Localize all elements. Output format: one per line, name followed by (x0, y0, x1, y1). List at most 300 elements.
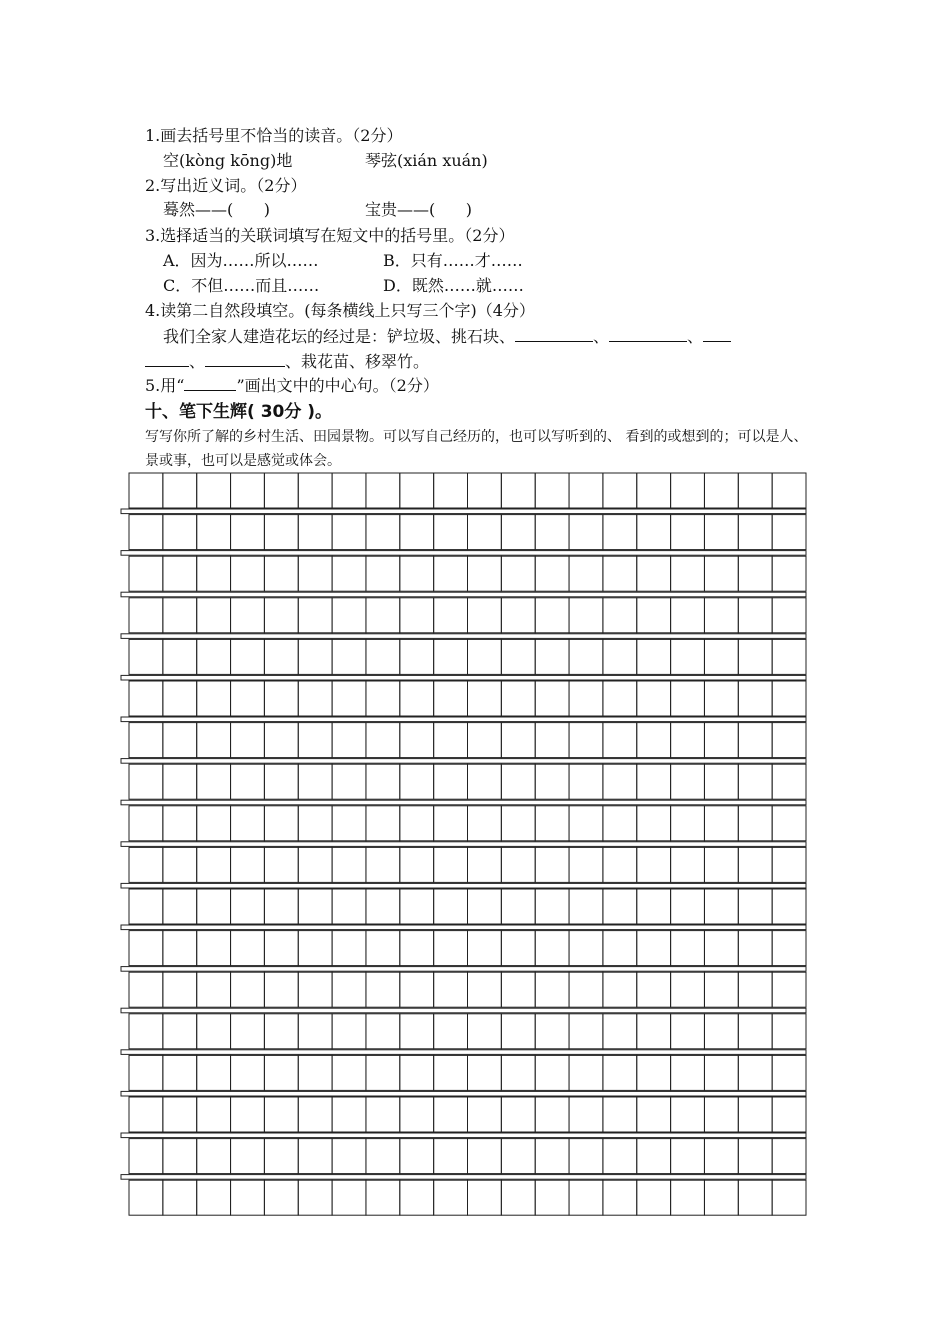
grid-cell[interactable] (468, 598, 502, 633)
grid-cell[interactable] (332, 764, 366, 799)
grid-cell[interactable] (434, 847, 468, 882)
grid-cell[interactable] (501, 1014, 535, 1049)
grid-cell[interactable] (671, 1139, 705, 1174)
grid-cell[interactable] (671, 972, 705, 1007)
grid-cell[interactable] (129, 764, 163, 799)
grid-cell[interactable] (434, 1055, 468, 1090)
grid-cell[interactable] (738, 1055, 772, 1090)
grid-cell[interactable] (264, 847, 298, 882)
grid-cell[interactable] (671, 764, 705, 799)
grid-cell[interactable] (163, 806, 197, 841)
grid-cell[interactable] (332, 847, 366, 882)
grid-row[interactable] (129, 1097, 806, 1132)
grid-cell[interactable] (366, 556, 400, 591)
grid-cell[interactable] (400, 556, 434, 591)
grid-cell[interactable] (366, 1180, 400, 1215)
grid-cell[interactable] (197, 598, 231, 633)
grid-row[interactable] (129, 1014, 806, 1049)
grid-cell[interactable] (671, 639, 705, 674)
grid-cell[interactable] (671, 681, 705, 716)
grid-cell[interactable] (400, 1014, 434, 1049)
grid-cell[interactable] (637, 972, 671, 1007)
grid-cell[interactable] (704, 847, 738, 882)
grid-cell[interactable] (332, 681, 366, 716)
grid-row[interactable] (129, 723, 806, 758)
grid-cell[interactable] (704, 556, 738, 591)
grid-cell[interactable] (772, 1014, 806, 1049)
grid-cell[interactable] (163, 556, 197, 591)
grid-cell[interactable] (231, 515, 265, 550)
grid-cell[interactable] (738, 473, 772, 508)
grid-cell[interactable] (434, 556, 468, 591)
grid-cell[interactable] (298, 1014, 332, 1049)
grid-cell[interactable] (434, 473, 468, 508)
grid-cell[interactable] (298, 764, 332, 799)
grid-cell[interactable] (332, 598, 366, 633)
grid-cell[interactable] (332, 1055, 366, 1090)
grid-cell[interactable] (772, 681, 806, 716)
grid-cell[interactable] (264, 1014, 298, 1049)
grid-cell[interactable] (501, 681, 535, 716)
grid-cell[interactable] (468, 1014, 502, 1049)
grid-cell[interactable] (704, 681, 738, 716)
grid-cell[interactable] (129, 556, 163, 591)
grid-cell[interactable] (264, 1055, 298, 1090)
grid-cell[interactable] (298, 556, 332, 591)
grid-cell[interactable] (569, 1139, 603, 1174)
grid-cell[interactable] (535, 972, 569, 1007)
grid-cell[interactable] (704, 1097, 738, 1132)
grid-cell[interactable] (772, 639, 806, 674)
grid-cell[interactable] (298, 1139, 332, 1174)
grid-cell[interactable] (704, 931, 738, 966)
grid-cell[interactable] (231, 723, 265, 758)
grid-cell[interactable] (332, 515, 366, 550)
grid-cell[interactable] (400, 681, 434, 716)
grid-cell[interactable] (637, 473, 671, 508)
grid-cell[interactable] (298, 889, 332, 924)
grid-cell[interactable] (603, 598, 637, 633)
grid-cell[interactable] (298, 473, 332, 508)
grid-cell[interactable] (671, 931, 705, 966)
grid-cell[interactable] (772, 1139, 806, 1174)
grid-cell[interactable] (535, 556, 569, 591)
grid-cell[interactable] (366, 515, 400, 550)
grid-cell[interactable] (637, 764, 671, 799)
grid-cell[interactable] (197, 889, 231, 924)
grid-cell[interactable] (569, 681, 603, 716)
grid-row[interactable] (129, 1139, 806, 1174)
grid-cell[interactable] (434, 681, 468, 716)
grid-cell[interactable] (738, 639, 772, 674)
grid-cell[interactable] (231, 1014, 265, 1049)
grid-cell[interactable] (163, 889, 197, 924)
grid-cell[interactable] (298, 723, 332, 758)
grid-cell[interactable] (569, 1097, 603, 1132)
grid-cell[interactable] (163, 639, 197, 674)
grid-cell[interactable] (501, 1180, 535, 1215)
grid-cell[interactable] (366, 1097, 400, 1132)
grid-cell[interactable] (535, 1097, 569, 1132)
grid-cell[interactable] (468, 889, 502, 924)
grid-cell[interactable] (400, 972, 434, 1007)
grid-cell[interactable] (468, 1097, 502, 1132)
grid-cell[interactable] (535, 764, 569, 799)
grid-cell[interactable] (535, 847, 569, 882)
grid-cell[interactable] (603, 515, 637, 550)
grid-cell[interactable] (400, 847, 434, 882)
grid-cell[interactable] (400, 723, 434, 758)
grid-cell[interactable] (434, 889, 468, 924)
grid-cell[interactable] (468, 764, 502, 799)
grid-cell[interactable] (197, 806, 231, 841)
grid-cell[interactable] (264, 1180, 298, 1215)
grid-row[interactable] (129, 681, 806, 716)
grid-cell[interactable] (569, 1180, 603, 1215)
grid-cell[interactable] (569, 931, 603, 966)
grid-cell[interactable] (603, 723, 637, 758)
grid-cell[interactable] (129, 1097, 163, 1132)
grid-cell[interactable] (704, 1180, 738, 1215)
grid-cell[interactable] (298, 515, 332, 550)
grid-cell[interactable] (501, 639, 535, 674)
grid-row[interactable] (129, 889, 806, 924)
grid-cell[interactable] (704, 639, 738, 674)
grid-cell[interactable] (197, 1180, 231, 1215)
grid-cell[interactable] (671, 1055, 705, 1090)
grid-cell[interactable] (264, 681, 298, 716)
grid-cell[interactable] (468, 1055, 502, 1090)
grid-cell[interactable] (671, 1014, 705, 1049)
grid-cell[interactable] (569, 639, 603, 674)
grid-cell[interactable] (738, 931, 772, 966)
grid-cell[interactable] (264, 1139, 298, 1174)
grid-cell[interactable] (400, 1180, 434, 1215)
grid-cell[interactable] (772, 1097, 806, 1132)
grid-cell[interactable] (434, 515, 468, 550)
grid-cell[interactable] (197, 847, 231, 882)
grid-cell[interactable] (535, 639, 569, 674)
grid-cell[interactable] (671, 1097, 705, 1132)
grid-cell[interactable] (129, 806, 163, 841)
grid-cell[interactable] (264, 764, 298, 799)
grid-cell[interactable] (738, 806, 772, 841)
grid-cell[interactable] (129, 681, 163, 716)
grid-cell[interactable] (772, 806, 806, 841)
grid-cell[interactable] (501, 1139, 535, 1174)
grid-row[interactable] (129, 639, 806, 674)
grid-cell[interactable] (603, 1055, 637, 1090)
grid-cell[interactable] (129, 847, 163, 882)
grid-cell[interactable] (129, 931, 163, 966)
grid-cell[interactable] (569, 1055, 603, 1090)
grid-row[interactable] (129, 1180, 806, 1215)
grid-cell[interactable] (535, 473, 569, 508)
grid-cell[interactable] (366, 806, 400, 841)
grid-cell[interactable] (738, 764, 772, 799)
grid-cell[interactable] (231, 1097, 265, 1132)
grid-cell[interactable] (366, 473, 400, 508)
grid-cell[interactable] (468, 473, 502, 508)
grid-cell[interactable] (400, 764, 434, 799)
grid-cell[interactable] (738, 598, 772, 633)
grid-cell[interactable] (400, 931, 434, 966)
grid-cell[interactable] (738, 889, 772, 924)
grid-cell[interactable] (366, 681, 400, 716)
grid-cell[interactable] (738, 1180, 772, 1215)
grid-cell[interactable] (535, 723, 569, 758)
grid-cell[interactable] (704, 598, 738, 633)
grid-cell[interactable] (535, 889, 569, 924)
grid-cell[interactable] (264, 515, 298, 550)
grid-cell[interactable] (535, 598, 569, 633)
grid-cell[interactable] (264, 556, 298, 591)
grid-cell[interactable] (603, 473, 637, 508)
grid-cell[interactable] (603, 847, 637, 882)
grid-cell[interactable] (535, 931, 569, 966)
grid-cell[interactable] (366, 1055, 400, 1090)
grid-cell[interactable] (772, 723, 806, 758)
grid-cell[interactable] (197, 515, 231, 550)
grid-cell[interactable] (569, 972, 603, 1007)
grid-cell[interactable] (298, 639, 332, 674)
grid-cell[interactable] (738, 681, 772, 716)
grid-cell[interactable] (366, 598, 400, 633)
grid-cell[interactable] (704, 889, 738, 924)
grid-cell[interactable] (434, 639, 468, 674)
grid-cell[interactable] (637, 931, 671, 966)
grid-cell[interactable] (129, 1055, 163, 1090)
grid-cell[interactable] (501, 556, 535, 591)
grid-cell[interactable] (637, 889, 671, 924)
grid-cell[interactable] (704, 1055, 738, 1090)
grid-row[interactable] (129, 847, 806, 882)
grid-cell[interactable] (231, 681, 265, 716)
grid-cell[interactable] (400, 1055, 434, 1090)
grid-cell[interactable] (569, 806, 603, 841)
grid-cell[interactable] (434, 1014, 468, 1049)
grid-cell[interactable] (501, 764, 535, 799)
grid-cell[interactable] (603, 639, 637, 674)
grid-cell[interactable] (603, 764, 637, 799)
grid-cell[interactable] (400, 1139, 434, 1174)
grid-cell[interactable] (501, 1097, 535, 1132)
grid-cell[interactable] (535, 1014, 569, 1049)
grid-cell[interactable] (535, 681, 569, 716)
grid-cell[interactable] (298, 1180, 332, 1215)
grid-cell[interactable] (298, 1055, 332, 1090)
grid-cell[interactable] (163, 681, 197, 716)
grid-cell[interactable] (671, 889, 705, 924)
grid-cell[interactable] (569, 515, 603, 550)
grid-row[interactable] (129, 972, 806, 1007)
grid-cell[interactable] (738, 1097, 772, 1132)
grid-cell[interactable] (738, 556, 772, 591)
grid-cell[interactable] (637, 639, 671, 674)
grid-cell[interactable] (569, 598, 603, 633)
grid-cell[interactable] (366, 1014, 400, 1049)
grid-cell[interactable] (569, 847, 603, 882)
grid-cell[interactable] (772, 889, 806, 924)
grid-cell[interactable] (637, 598, 671, 633)
grid-cell[interactable] (704, 1139, 738, 1174)
grid-cell[interactable] (603, 972, 637, 1007)
grid-cell[interactable] (434, 764, 468, 799)
grid-cell[interactable] (231, 972, 265, 1007)
grid-cell[interactable] (129, 723, 163, 758)
grid-cell[interactable] (772, 515, 806, 550)
grid-cell[interactable] (501, 598, 535, 633)
grid-cell[interactable] (772, 847, 806, 882)
grid-cell[interactable] (129, 515, 163, 550)
grid-cell[interactable] (231, 1139, 265, 1174)
grid-cell[interactable] (197, 1014, 231, 1049)
grid-cell[interactable] (129, 598, 163, 633)
grid-cell[interactable] (704, 473, 738, 508)
grid-cell[interactable] (738, 515, 772, 550)
grid-cell[interactable] (163, 598, 197, 633)
grid-cell[interactable] (163, 473, 197, 508)
grid-cell[interactable] (366, 931, 400, 966)
grid-cell[interactable] (332, 889, 366, 924)
grid-cell[interactable] (671, 806, 705, 841)
grid-cell[interactable] (501, 931, 535, 966)
grid-row[interactable] (129, 598, 806, 633)
grid-cell[interactable] (637, 1097, 671, 1132)
grid-cell[interactable] (468, 723, 502, 758)
grid-cell[interactable] (434, 1097, 468, 1132)
grid-cell[interactable] (704, 1014, 738, 1049)
grid-cell[interactable] (535, 1139, 569, 1174)
grid-cell[interactable] (129, 1139, 163, 1174)
grid-cell[interactable] (434, 806, 468, 841)
grid-cell[interactable] (129, 1014, 163, 1049)
grid-cell[interactable] (332, 931, 366, 966)
grid-cell[interactable] (468, 515, 502, 550)
grid-row[interactable] (129, 556, 806, 591)
grid-cell[interactable] (501, 515, 535, 550)
grid-cell[interactable] (738, 847, 772, 882)
grid-cell[interactable] (434, 931, 468, 966)
grid-cell[interactable] (332, 1097, 366, 1132)
grid-cell[interactable] (264, 806, 298, 841)
grid-cell[interactable] (434, 972, 468, 1007)
grid-cell[interactable] (197, 639, 231, 674)
grid-cell[interactable] (264, 473, 298, 508)
grid-cell[interactable] (569, 764, 603, 799)
grid-cell[interactable] (231, 931, 265, 966)
grid-cell[interactable] (231, 1055, 265, 1090)
grid-cell[interactable] (434, 1139, 468, 1174)
grid-cell[interactable] (738, 972, 772, 1007)
grid-cell[interactable] (603, 1180, 637, 1215)
grid-cell[interactable] (129, 473, 163, 508)
grid-cell[interactable] (704, 723, 738, 758)
grid-cell[interactable] (264, 723, 298, 758)
grid-cell[interactable] (332, 972, 366, 1007)
grid-cell[interactable] (264, 889, 298, 924)
grid-cell[interactable] (231, 639, 265, 674)
grid-cell[interactable] (298, 972, 332, 1007)
grid-cell[interactable] (434, 598, 468, 633)
grid-cell[interactable] (535, 515, 569, 550)
grid-cell[interactable] (129, 889, 163, 924)
grid-cell[interactable] (603, 556, 637, 591)
grid-row[interactable] (129, 473, 806, 508)
grid-cell[interactable] (197, 764, 231, 799)
grid-cell[interactable] (163, 515, 197, 550)
grid-cell[interactable] (535, 1055, 569, 1090)
grid-cell[interactable] (366, 847, 400, 882)
grid-cell[interactable] (501, 889, 535, 924)
grid-cell[interactable] (671, 598, 705, 633)
grid-cell[interactable] (671, 1180, 705, 1215)
grid-cell[interactable] (197, 681, 231, 716)
grid-cell[interactable] (163, 1097, 197, 1132)
grid-cell[interactable] (434, 1180, 468, 1215)
grid-cell[interactable] (704, 764, 738, 799)
grid-cell[interactable] (468, 639, 502, 674)
grid-cell[interactable] (400, 1097, 434, 1132)
grid-cell[interactable] (468, 1139, 502, 1174)
grid-cell[interactable] (332, 473, 366, 508)
grid-cell[interactable] (163, 1055, 197, 1090)
grid-cell[interactable] (366, 972, 400, 1007)
grid-cell[interactable] (332, 1014, 366, 1049)
grid-cell[interactable] (264, 931, 298, 966)
grid-cell[interactable] (129, 639, 163, 674)
grid-cell[interactable] (772, 556, 806, 591)
grid-cell[interactable] (468, 1180, 502, 1215)
grid-cell[interactable] (332, 806, 366, 841)
grid-cell[interactable] (772, 972, 806, 1007)
grid-cell[interactable] (569, 473, 603, 508)
grid-cell[interactable] (501, 473, 535, 508)
grid-cell[interactable] (231, 847, 265, 882)
grid-cell[interactable] (603, 1097, 637, 1132)
grid-cell[interactable] (366, 764, 400, 799)
grid-cell[interactable] (197, 1055, 231, 1090)
grid-cell[interactable] (366, 1139, 400, 1174)
grid-cell[interactable] (468, 556, 502, 591)
grid-cell[interactable] (501, 806, 535, 841)
grid-cell[interactable] (129, 1180, 163, 1215)
grid-cell[interactable] (501, 1055, 535, 1090)
grid-row[interactable] (129, 764, 806, 799)
grid-cell[interactable] (738, 723, 772, 758)
grid-cell[interactable] (197, 931, 231, 966)
grid-cell[interactable] (400, 806, 434, 841)
grid-cell[interactable] (671, 847, 705, 882)
grid-cell[interactable] (637, 806, 671, 841)
grid-cell[interactable] (332, 1180, 366, 1215)
grid-cell[interactable] (468, 681, 502, 716)
grid-cell[interactable] (704, 515, 738, 550)
grid-cell[interactable] (501, 847, 535, 882)
grid-cell[interactable] (332, 639, 366, 674)
grid-cell[interactable] (468, 806, 502, 841)
grid-cell[interactable] (298, 847, 332, 882)
grid-cell[interactable] (637, 681, 671, 716)
grid-cell[interactable] (197, 972, 231, 1007)
grid-cell[interactable] (400, 639, 434, 674)
grid-cell[interactable] (264, 639, 298, 674)
grid-cell[interactable] (400, 515, 434, 550)
grid-cell[interactable] (603, 806, 637, 841)
grid-cell[interactable] (231, 598, 265, 633)
grid-row[interactable] (129, 515, 806, 550)
grid-cell[interactable] (231, 764, 265, 799)
